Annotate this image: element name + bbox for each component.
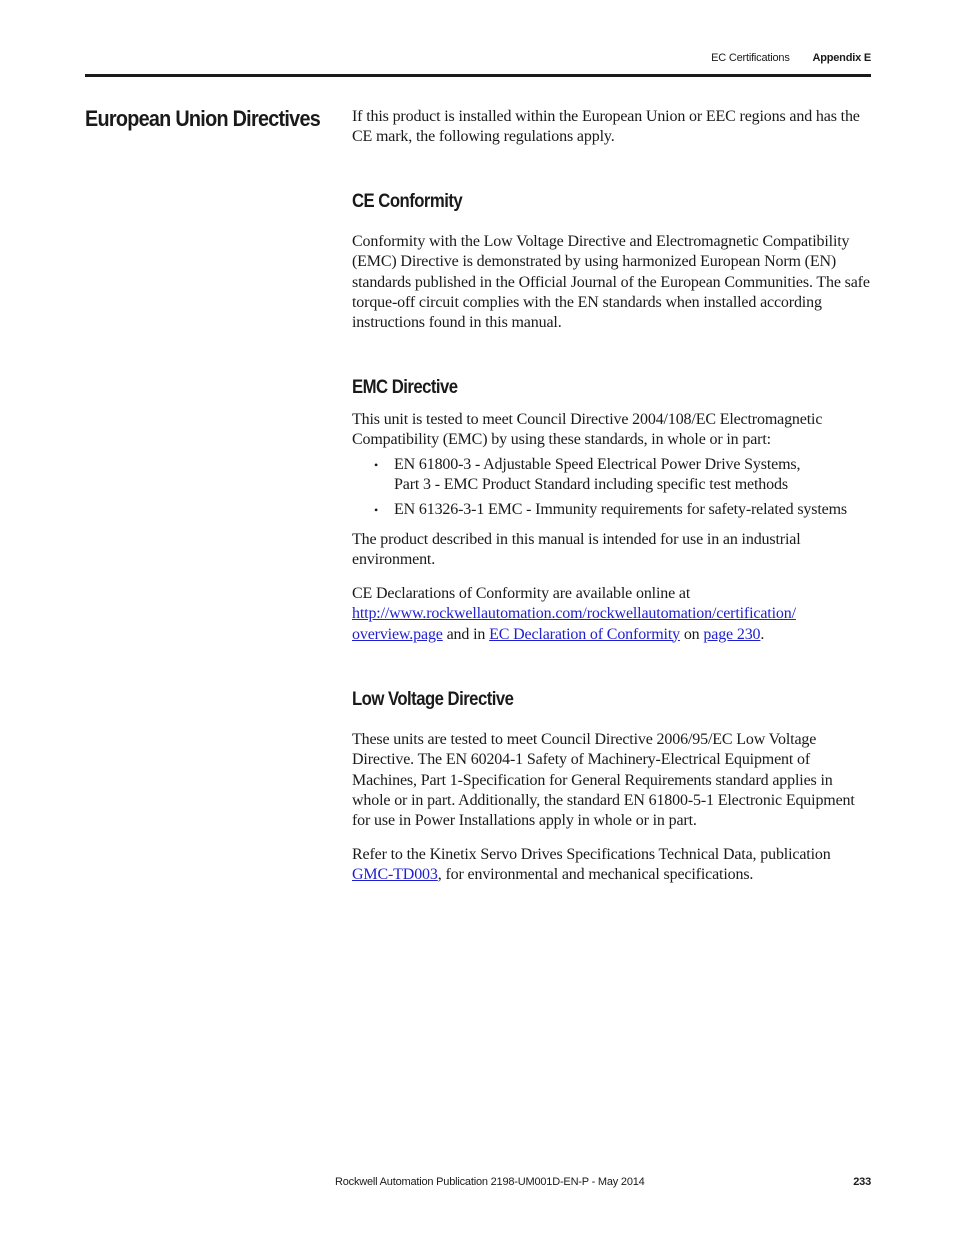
gmc-td003-link[interactable]: GMC-TD003 (352, 866, 438, 884)
declarations-paragraph (352, 584, 872, 645)
publication-id: Rockwell Automation Publication 2198-UM001D-EN-P - May 2014 (335, 1176, 645, 1188)
list-item-line: Part 3 - EMC Product Standard including specific test methods (394, 476, 788, 494)
emc-directive-heading: EMC Directive (352, 377, 458, 398)
list-item-line: EN 61800-3 - Adjustable Speed Electrical Power Drive Systems, (394, 456, 801, 473)
refer-paragraph (352, 845, 872, 886)
page-230-link[interactable]: page 230 (703, 625, 761, 643)
low-voltage-paragraph: These units are tested to meet Council Directive 2006/95/EC Low Voltage Directive. The EN 60204-1 Safety of Machinery-Electrical Equipment of Machines, Part 1-Specification for General Requirements standard applies in whole or in part. Additionally, the standard EN 61800-5-1 Electronic Equipment for use in Power Installations apply in whole or in part. (352, 731, 855, 830)
url-line-2[interactable]: overview.page (352, 625, 443, 643)
running-header (711, 52, 871, 64)
declarations-on: on (679, 625, 704, 643)
url-line-1[interactable]: http://www.rockwellautomation.com/rockwellautomation/certification/ (352, 605, 796, 623)
list-item (352, 455, 872, 496)
industrial-use-paragraph: The product described in this manual is intended for use in an industrial environment. (352, 531, 801, 569)
section-title: European Union Directives (85, 106, 321, 131)
low-voltage-heading: Low Voltage Directive (352, 689, 514, 710)
ce-conformity-paragraph: Conformity with the Low Voltage Directive and Electromagnetic Compatibility (EMC) Directive is demonstrated by using harmonized European Norm (EN) standards published in the Official Journal of the European Communities. The safe torque-off circuit complies with the EN standards when installed according instructions found in this manual. (352, 233, 870, 332)
header-section-name: EC Certifications (711, 52, 790, 64)
header-rule (85, 74, 871, 77)
list-item (352, 500, 872, 520)
declarations-lead: CE Declarations of Conformity are available online at (352, 585, 691, 602)
bullet-icon: • (374, 458, 379, 472)
refer-lead: Refer to the Kinetix Servo Drives Specifications Technical Data, publication (352, 846, 831, 863)
ec-declaration-link[interactable]: EC Declaration of Conformity (489, 625, 680, 643)
emc-standards-list (352, 455, 872, 524)
header-appendix-label: Appendix E (812, 52, 871, 64)
declarations-end: . (760, 625, 765, 643)
page-number: 233 (853, 1176, 871, 1188)
intro-paragraph: If this product is installed within the European Union or EEC regions and has the CE mark, the following regulations apply. (352, 108, 860, 146)
list-item-line: EN 61326-3-1 EMC - Immunity requirements for safety-related systems (394, 500, 847, 518)
declarations-and-in: and in (442, 625, 490, 643)
bullet-icon: • (374, 502, 379, 517)
refer-end: , for environmental and mechanical specifications. (437, 866, 754, 884)
ce-conformity-heading: CE Conformity (352, 191, 463, 212)
emc-directive-paragraph: This unit is tested to meet Council Directive 2004/108/EC Electromagnetic Compatibility (EMC) by using these standards, in whole or in part: (352, 411, 823, 449)
